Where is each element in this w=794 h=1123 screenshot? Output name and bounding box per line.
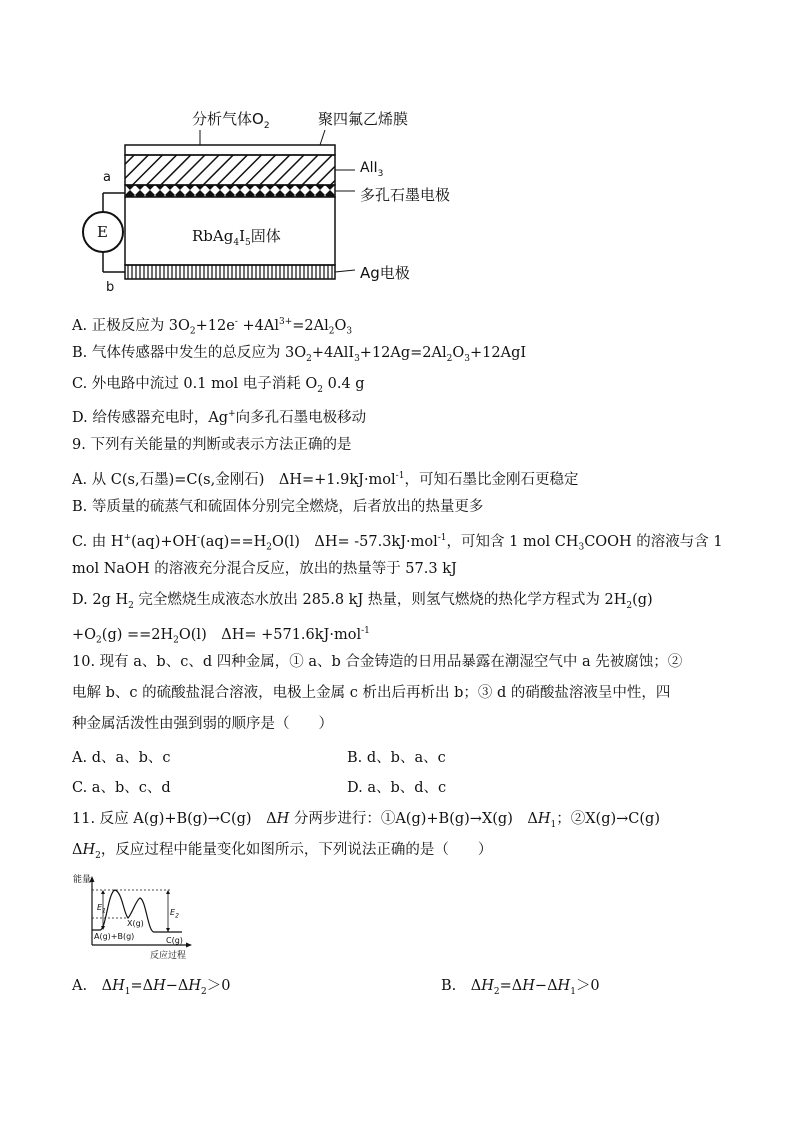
ag-electrode-layer: [125, 265, 335, 279]
q11-stem-line1: 11. 反应 A(g)+B(g)→C(g) ΔH 分两步进行：①A(g)+B(g)→X(g) $\Delta H_1$；②X(g)→C(g): [72, 811, 660, 830]
q8-option-a: A. 正极反应为 $3O_2+12e^- +4Al^{3+}=2Al_2O_3$: [72, 317, 353, 337]
label-e2: $E_2$: [170, 908, 179, 920]
q9-stem: 9. 下列有关能量的判断或表示方法正确的是: [72, 437, 352, 453]
q9-option-c-line2: mol NaOH 的溶液充分混合反应，放出的热量等于 57.3 kJ: [72, 561, 457, 577]
q10-stem-line1: 10. 现有 a、b、c、d 四种金属，① a、b 合金铸造的日用品暴露在潮湿空气中 a 先被腐蚀；②: [72, 654, 683, 670]
q10-option-d: D. a、b、d、c: [347, 780, 447, 796]
ptfe-film-layer: [125, 145, 335, 155]
label-porous-graphite: 多孔石墨电极: [360, 186, 451, 204]
q10-option-c: C. a、b、c、d: [72, 780, 171, 796]
label-ptfe-film: 聚四氟乙烯膜: [318, 110, 409, 128]
q9-option-d-line2: $+O_2(g) ==2H_2O(l)$ ΔH= +571.6kJ·mol$^{-1}$: [72, 626, 370, 646]
q10-stem-line2: 电解 b、c 的硫酸盐混合溶液，电极上金属 c 析出后再析出 b；③ d 的硝酸盐溶液呈中性，四: [72, 685, 671, 701]
energy-xlabel: 反应过程: [150, 951, 187, 961]
q10-option-b: B. d、b、a、c: [347, 750, 446, 766]
label-terminal-a: a: [103, 170, 111, 185]
label-rbag4i5: $RbAg_4I_5$固体: [192, 227, 281, 248]
label-cg: C(g): [166, 936, 183, 945]
label-e1: $E_1$: [97, 903, 106, 915]
label-ali3: AlI$_3$: [360, 160, 384, 179]
energy-ylabel: 能量: [73, 875, 92, 885]
label-analysis-gas: 分析气体$O_2$: [192, 110, 270, 131]
q9-option-a: A. 从 C(s,石墨)=C(s,金刚石) ΔH=+1.9kJ·mol$^{-1}$，可知石墨比金刚石更稳定: [72, 471, 579, 488]
q10-stem-line3: 种金属活泼性由强到弱的顺序是（ ）: [72, 716, 333, 732]
label-e: E: [97, 223, 108, 241]
ali3-layer: [125, 155, 335, 185]
label-agbg: A(g)+B(g): [94, 932, 135, 941]
graphite-layer: [125, 185, 335, 197]
label-terminal-b: b: [106, 280, 115, 295]
q10-option-a: A. d、a、b、c: [72, 750, 171, 766]
q9-option-b: B. 等质量的硫蒸气和硫固体分别完全燃烧，后者放出的热量更多: [72, 499, 484, 515]
q8-option-c: C. 外电路中流过 0.1 mol 电子消耗 $O_2$ 0.4 g: [72, 376, 365, 395]
q9-option-d-line1: D. 2g $H_2$ 完全燃烧生成液态水放出 285.8 kJ 热量，则氢气燃烧的热化学方程式为 $2H_2(g)$: [72, 592, 653, 611]
label-ag-electrode: Ag电极: [360, 264, 410, 282]
q8-option-d: D. 给传感器充电时，Ag+向多孔石墨电极移动: [72, 409, 367, 426]
q11-option-a: A. $\Delta H_1=\Delta H-\Delta H_2>0$: [72, 978, 231, 997]
q9-option-c-line1: C. 由 $H^+(aq)+OH^-(aq)==H_2O(l)$ ΔH= -57.3kJ·mol$^{-1}$，可知含 1 mol $CH_3COOH$ 的溶液与含 1: [72, 533, 723, 553]
q11-stem-line2: $\Delta H_2$，反应过程中能量变化如图所示，下列说法正确的是（ ）: [72, 842, 493, 861]
q8-option-b: B. 气体传感器中发生的总反应为 $3O_2+4AlI_3+12Ag=2Al_2O_3+12AgI$: [72, 345, 527, 364]
label-xg: X(g): [127, 919, 144, 928]
q11-option-b: B. $\Delta H_2=\Delta H-\Delta H_1>0$: [441, 978, 600, 997]
